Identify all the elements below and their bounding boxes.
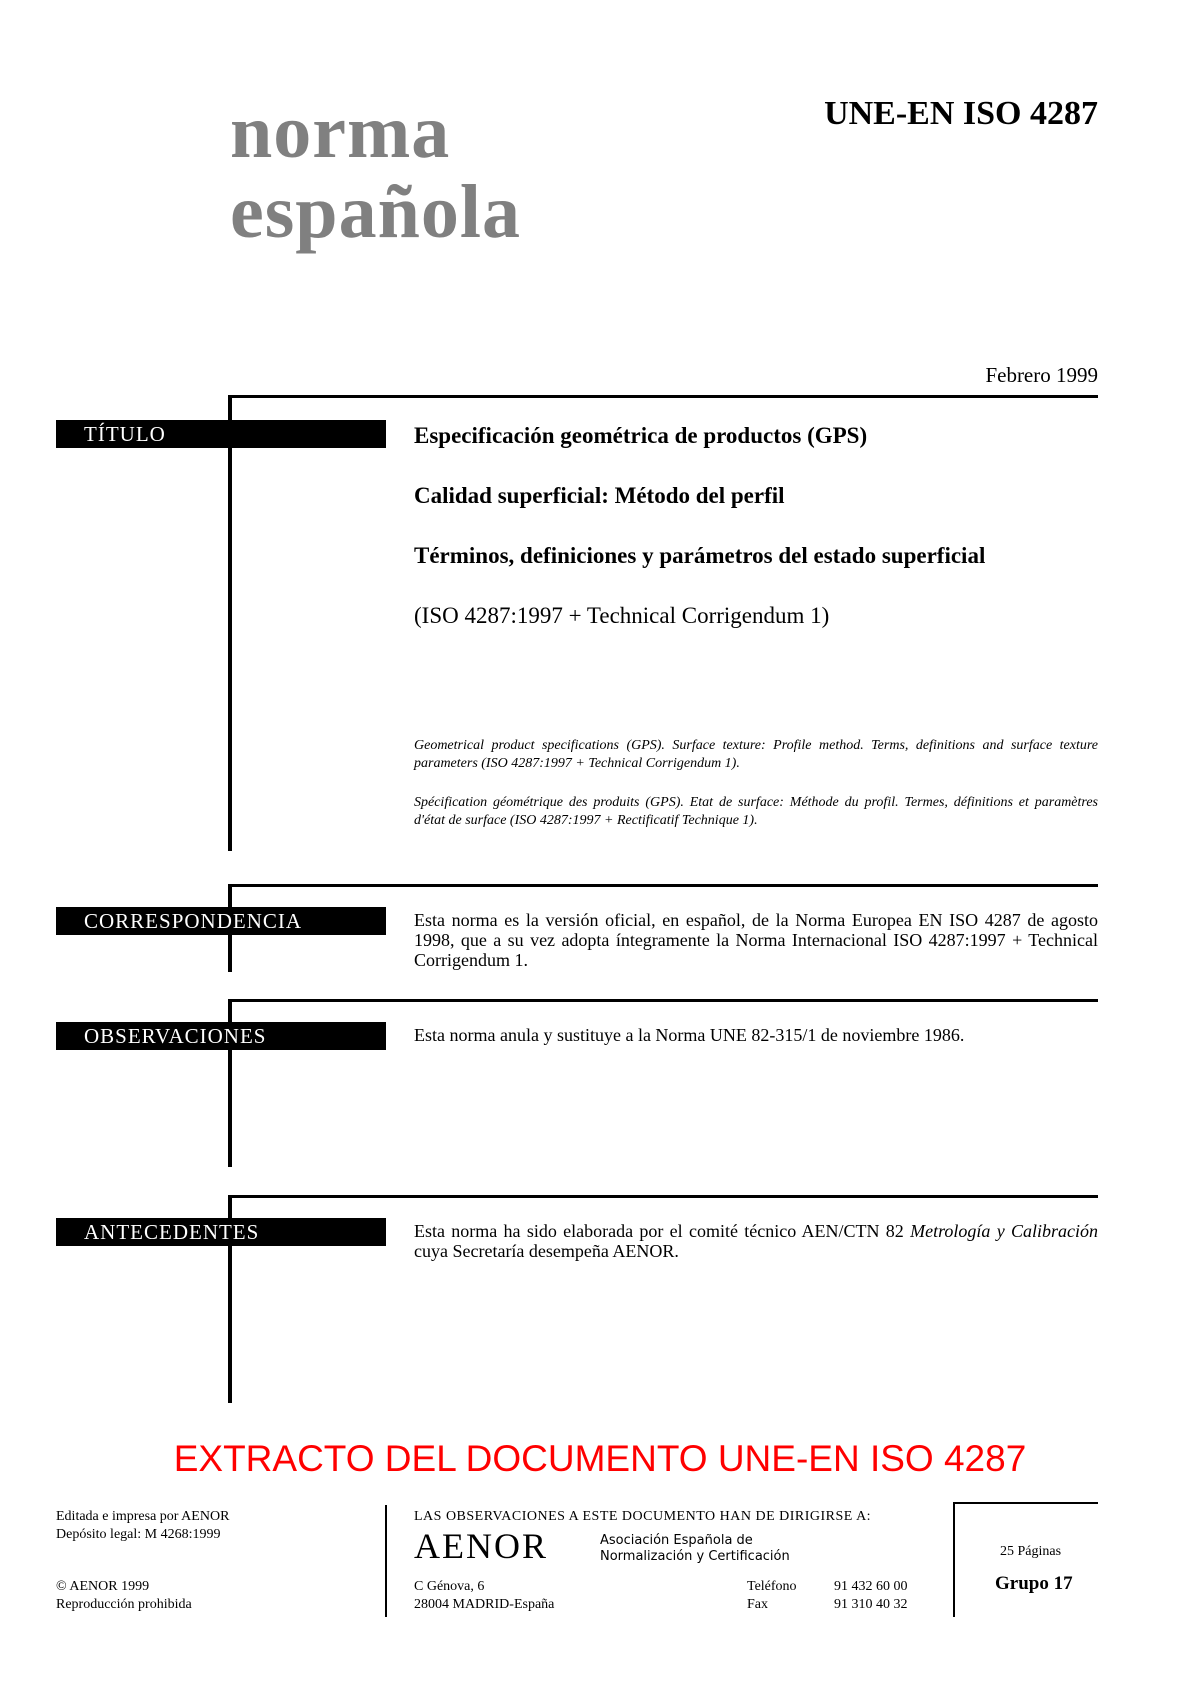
correspondencia-label: CORRESPONDENCIA [56,907,386,935]
antecedentes-text [414,1221,1098,1261]
footer-box-top-rule [953,1502,1098,1504]
antecedentes-committee-name: Metrología y Calibración [910,1221,1098,1241]
price-group: Grupo 17 [995,1573,1073,1594]
copyright: © AENOR 1999 [56,1579,150,1594]
norma-line1: norma [230,90,451,174]
antecedentes-label: ANTECEDENTES [56,1218,386,1246]
observaciones-text: Esta norma anula y sustituye a la Norma UNE 82-315/1 de noviembre 1986. [414,1025,965,1045]
footer-divider-left [385,1505,387,1617]
address-city: 28004 MADRID-España [414,1597,555,1612]
standard-number: UNE-EN ISO 4287 [824,95,1098,132]
aenor-logo: AENOR [414,1526,548,1566]
title-english: Geometrical product specifications (GPS). Surface texture: Profile method. Terms, definitions and surface texture parameters (ISO 4287:1997 + Technical Corrigendum 1). [414,738,1098,771]
fax-number: 91 310 40 32 [834,1597,908,1612]
norma-espanola-heading [230,92,521,252]
page-count: 25 Páginas [1000,1544,1062,1559]
correspondencia-text: Esta norma es la versión oficial, en español, de la Norma Europea EN ISO 4287 de agosto 1998, que a su vez adopta íntegramente la Norma Internacional ISO 4287:1997 + Technical Corrigendum 1. [414,910,1098,970]
antecedentes-top-rule [228,1195,1098,1198]
antecedentes-text-start: Esta norma ha sido elaborada por el comité técnico AEN/CTN 82 [414,1221,911,1241]
title-line-2: Calidad superficial: Método del perfil [414,483,785,508]
contact-labels [747,1578,797,1614]
title-line-4: (ISO 4287:1997 + Technical Corrigendum 1) [414,603,830,628]
reproduction-notice: Reproducción prohibida [56,1597,192,1612]
observaciones-label: OBSERVACIONES [56,1022,386,1050]
titulo-label: TÍTULO [56,420,386,448]
publication-date: Febrero 1999 [985,363,1098,387]
association-line-2: Normalización y Certificación [600,1549,790,1564]
phone-number: 91 432 60 00 [834,1579,908,1594]
footer-left-copyright [56,1578,192,1614]
title-line-1: Especificación geométrica de productos (GPS) [414,423,868,448]
norma-line2: española [230,170,521,254]
extract-notice: EXTRACTO DEL DOCUMENTO UNE-EN ISO 4287 [173,1438,1027,1479]
contact-numbers [834,1578,908,1614]
title-line-3: Términos, definiciones y parámetros del estado superficial [414,543,986,568]
titulo-top-rule [228,395,1098,398]
observaciones-top-rule [228,999,1098,1002]
address-street: C Génova, 6 [414,1579,485,1594]
antecedentes-text-end: cuya Secretaría desempeña AENOR. [414,1241,679,1261]
titulo-vertical-rule [228,395,232,851]
fax-label: Fax [747,1597,768,1612]
title-french: Spécification géométrique des produits (GPS). Etat de surface: Méthode du profil. Termes, définitions et paramètres d'état de surface (ISO 4287:1997 + Rectificatif Technique 1). [414,795,1098,828]
legal-deposit: Depósito legal: M 4268:1999 [56,1527,221,1542]
footer-left [56,1508,229,1544]
aenor-association-name [600,1533,790,1565]
footer-divider-right [953,1502,955,1617]
edited-by: Editada e impresa por AENOR [56,1509,230,1524]
observations-address-heading: LAS OBSERVACIONES A ESTE DOCUMENTO HAN DE DIRIGIRSE A: [414,1509,872,1524]
association-line-1: Asociación Española de [600,1533,753,1548]
correspondencia-top-rule [228,884,1098,887]
aenor-address [414,1578,554,1614]
phone-label: Teléfono [747,1579,797,1594]
